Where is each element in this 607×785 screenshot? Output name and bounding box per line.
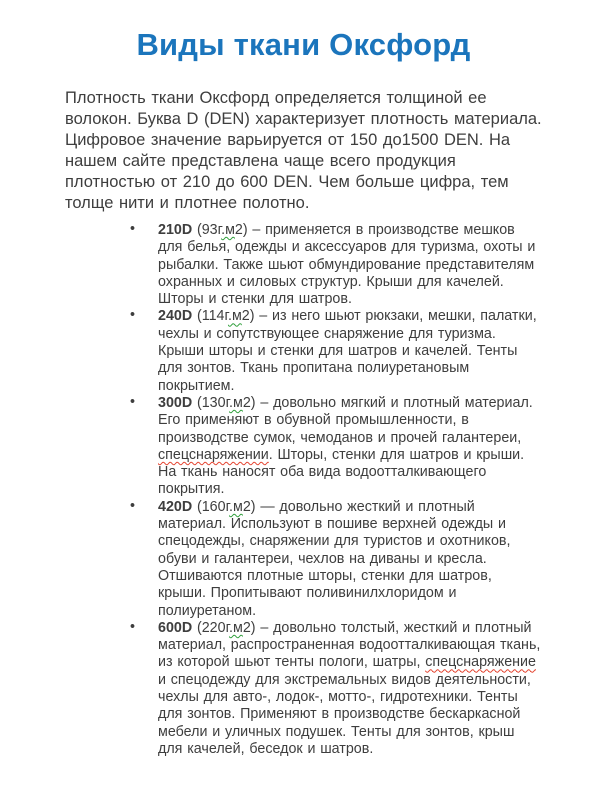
bullet-icon: •	[130, 497, 136, 514]
list-item-600d	[130, 620, 543, 758]
list-item-210d	[130, 222, 543, 308]
list-item-text: 420D (160г.м2) — довольно жесткий и плотный материал. Используют в пошиве верхней одежды и спецодежды, снаряжении для туристов и охотников, обуви и галантереи, чехлов на диваны и кресла. Отшиваются плотные шторы, стенки для шатров, крыши. Пропитывают поливинилхлоридом и полиуретаном.	[158, 498, 511, 619]
list-item-text: 240D (114г.м2) – из него шьют рюкзаки, мешки, палатки, чехлы и сопутствующее снаряжение для туризма. Крыши шторы и стенки для шатров и качелей. Тенты для зонтов. Ткань пропитана полиуретановым покрытием.	[158, 308, 537, 394]
list-item-text: 210D (93г.м2) – применяется в производстве мешков для белья, одежды и аксессуаров для туризма, охоты и рыбалки. Также шьют обмундирование представителям охранных и силовых структур. Крыши для качелей. Шторы и стенки для шатров.	[158, 222, 536, 308]
bullet-icon: •	[130, 618, 136, 635]
list-item-text: 600D (220г.м2) – довольно толстый, жесткий и плотный материал, распространенная водоотталкивающая ткань, из которой шьют тенты пологи, шатры, спецснаряжение и спецодежду для экстремальных видов деятельности, чехлы для авто-, лодок-, мотто-, гидротехники. Тенты для зонтов. Применяют в производстве бескаркасной мебели и уличных подушек. Тенты для зонтов, крыш для качелей, беседок и шатров.	[158, 619, 541, 757]
bullet-icon: •	[130, 221, 136, 237]
list-item-240d	[130, 308, 543, 394]
intro-paragraph: Плотность ткани Оксфорд определяется толщиной ее волокон. Буква D (DEN) характеризует плотность материала. Цифровое значение варьируется от 150 до1500 DEN. На нашем сайте представлена чаще всего продукция плотностью от 210 до 600 DEN. Чем больше цифра, тем толще нити и плотнее полотно.	[65, 89, 542, 212]
document-page	[0, 27, 607, 785]
page-title: Виды ткани Оксфорд	[136, 27, 471, 62]
list-item-text: 300D (130г.м2) – довольно мягкий и плотный материал. Его применяют в обувной промышленности, в производстве сумок, чемоданов и прочей галантереи, спецснаряжении. Шторы, стенки для шатров и крыши. На ткань наносят оба вида водоотталкивающего покрытия.	[158, 394, 533, 498]
bullet-icon: •	[130, 307, 136, 324]
bullet-icon: •	[130, 393, 136, 410]
list-item-420d	[130, 499, 543, 620]
list-item-300d	[130, 395, 543, 499]
fabric-density-list	[130, 222, 543, 758]
